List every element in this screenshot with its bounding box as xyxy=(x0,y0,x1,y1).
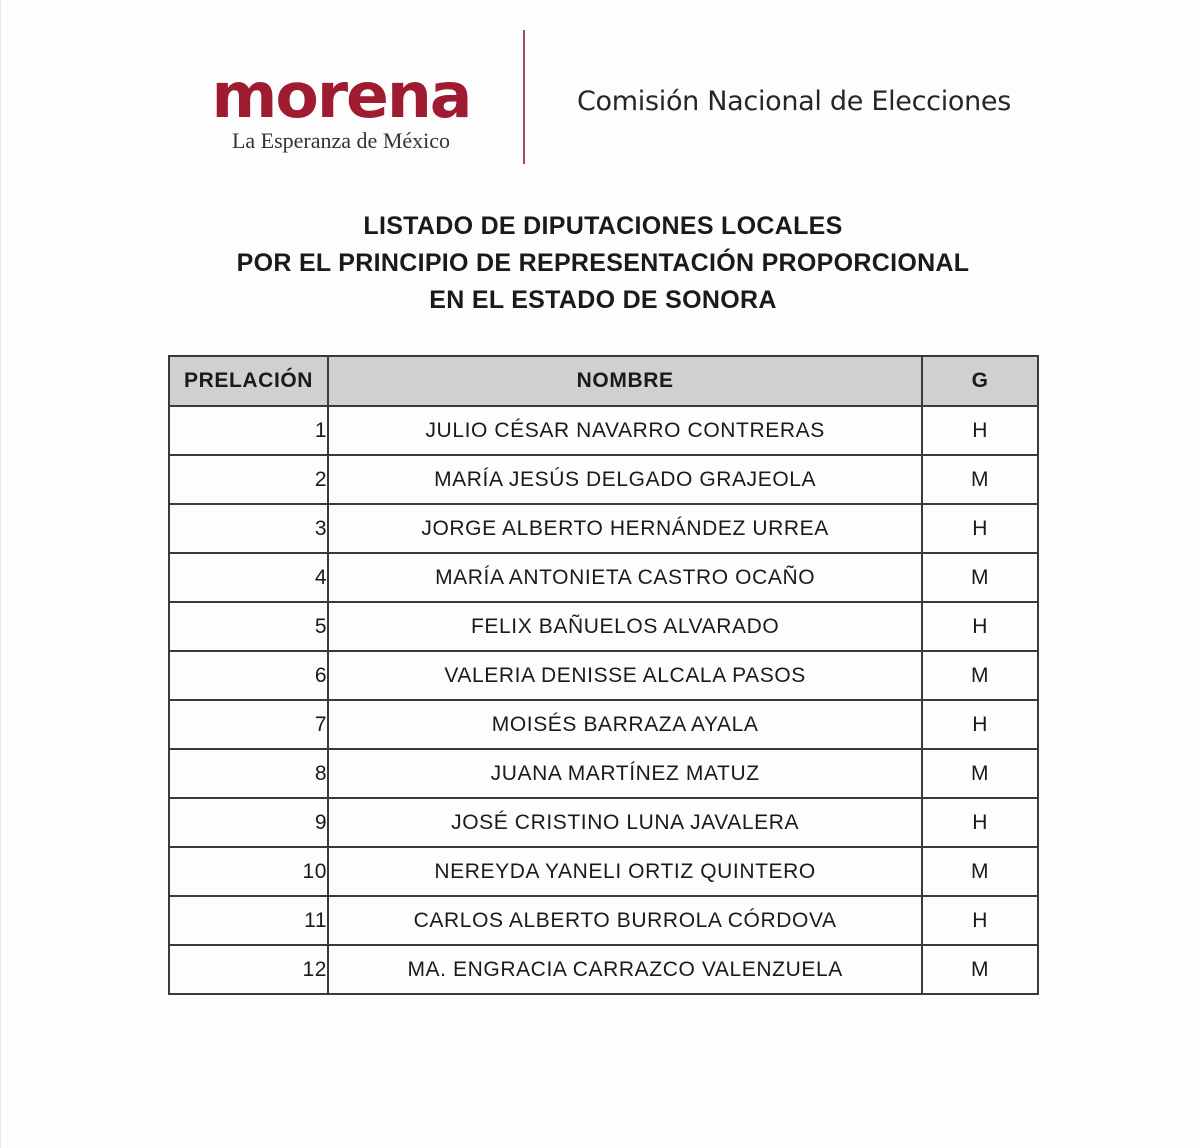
cell-prelacion: 10 xyxy=(169,847,328,896)
table-row xyxy=(169,700,1038,749)
cell-prelacion: 11 xyxy=(169,896,328,945)
cell-g: H xyxy=(922,602,1038,651)
cell-nombre: JOSÉ CRISTINO LUNA JAVALERA xyxy=(328,798,922,847)
cell-g: H xyxy=(922,406,1038,455)
table-row xyxy=(169,945,1038,994)
cell-prelacion: 8 xyxy=(169,749,328,798)
cell-nombre: FELIX BAÑUELOS ALVARADO xyxy=(328,602,922,651)
cell-nombre: JUANA MARTÍNEZ MATUZ xyxy=(328,749,922,798)
header-g: G xyxy=(922,356,1038,406)
cell-g: M xyxy=(922,651,1038,700)
cell-g: M xyxy=(922,945,1038,994)
table-row xyxy=(169,553,1038,602)
cell-prelacion: 2 xyxy=(169,455,328,504)
cell-prelacion: 4 xyxy=(169,553,328,602)
table-row xyxy=(169,504,1038,553)
cell-g: H xyxy=(922,700,1038,749)
document-title xyxy=(151,208,1055,319)
table-row xyxy=(169,798,1038,847)
table-row xyxy=(169,602,1038,651)
cell-g: M xyxy=(922,553,1038,602)
cell-nombre: MARÍA JESÚS DELGADO GRAJEOLA xyxy=(328,455,922,504)
cell-g: M xyxy=(922,455,1038,504)
table-row xyxy=(169,406,1038,455)
header-divider xyxy=(523,30,525,164)
cell-g: H xyxy=(922,896,1038,945)
table-header-row xyxy=(169,356,1038,406)
brand-logo xyxy=(201,59,481,154)
cell-g: H xyxy=(922,798,1038,847)
header-prelacion: PRELACIÓN xyxy=(169,356,328,406)
header-nombre: NOMBRE xyxy=(328,356,922,406)
cell-nombre: NEREYDA YANELI ORTIZ QUINTERO xyxy=(328,847,922,896)
cell-g: M xyxy=(922,847,1038,896)
cell-nombre: VALERIA DENISSE ALCALA PASOS xyxy=(328,651,922,700)
cell-prelacion: 9 xyxy=(169,798,328,847)
table-row xyxy=(169,896,1038,945)
candidates-table xyxy=(168,355,1039,995)
table-row xyxy=(169,455,1038,504)
cell-nombre: MOISÉS BARRAZA AYALA xyxy=(328,700,922,749)
title-line-1: LISTADO DE DIPUTACIONES LOCALES xyxy=(363,212,843,240)
cell-prelacion: 1 xyxy=(169,406,328,455)
title-line-2: POR EL PRINCIPIO DE REPRESENTACIÓN PROPORCIONAL xyxy=(236,249,970,277)
cell-g: M xyxy=(922,749,1038,798)
table-row xyxy=(169,651,1038,700)
table-row xyxy=(169,847,1038,896)
cell-nombre: MA. ENGRACIA CARRAZCO VALENZUELA xyxy=(328,945,922,994)
cell-nombre: CARLOS ALBERTO BURROLA CÓRDOVA xyxy=(328,896,922,945)
cell-prelacion: 12 xyxy=(169,945,328,994)
title-line-3: EN EL ESTADO DE SONORA xyxy=(429,286,777,314)
cell-nombre: MARÍA ANTONIETA CASTRO OCAÑO xyxy=(328,553,922,602)
cell-prelacion: 3 xyxy=(169,504,328,553)
table-row xyxy=(169,749,1038,798)
cell-g: H xyxy=(922,504,1038,553)
cell-prelacion: 7 xyxy=(169,700,328,749)
cell-nombre: JORGE ALBERTO HERNÁNDEZ URREA xyxy=(328,504,922,553)
cell-prelacion: 5 xyxy=(169,602,328,651)
commission-name: Comisión Nacional de Elecciones xyxy=(577,86,1012,117)
cell-nombre: JULIO CÉSAR NAVARRO CONTRERAS xyxy=(328,406,922,455)
cell-prelacion: 6 xyxy=(169,651,328,700)
brand-tagline: La Esperanza de México xyxy=(231,128,451,153)
brand-name: morena xyxy=(211,59,471,132)
